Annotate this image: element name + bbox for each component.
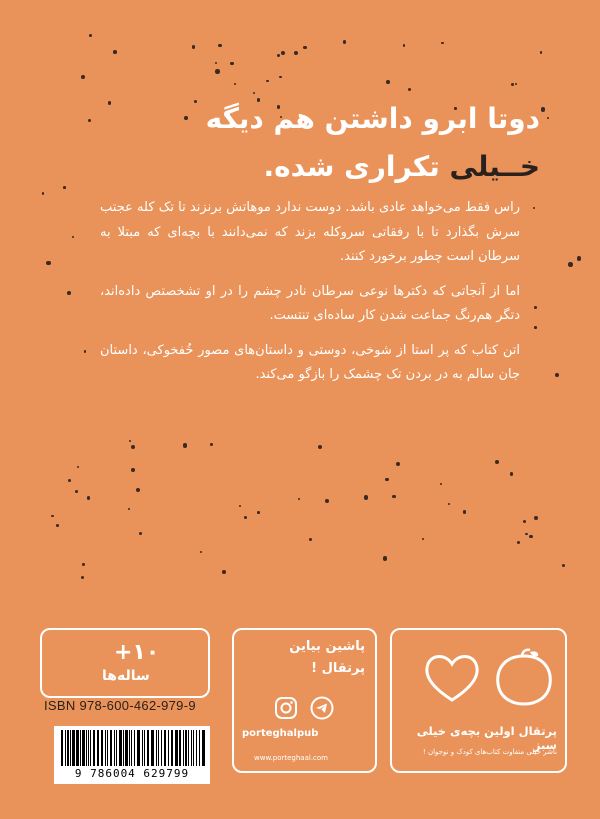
speck	[131, 445, 135, 449]
speck	[529, 535, 532, 538]
porteghaal-logo	[492, 648, 556, 708]
barcode-bar	[142, 730, 143, 766]
speck	[364, 495, 368, 499]
speck	[257, 511, 260, 514]
speck	[534, 326, 537, 329]
headline-line-2	[40, 143, 540, 191]
speck	[183, 443, 187, 447]
barcode-bar	[137, 730, 140, 766]
barcode-bar	[101, 730, 103, 766]
social-title	[289, 636, 365, 680]
barcode-bar	[188, 730, 189, 766]
barcode-bar	[147, 730, 149, 766]
speck	[234, 83, 236, 85]
speck	[56, 524, 59, 527]
headline	[40, 95, 540, 191]
speck	[547, 117, 549, 119]
speck	[383, 556, 387, 560]
speck	[230, 62, 234, 66]
speck	[215, 62, 217, 64]
speck	[325, 499, 329, 503]
speck	[517, 541, 520, 544]
brand-slogan: پرتقال اولین بچه‌ی خیلی سبز	[416, 724, 557, 752]
speck	[385, 478, 389, 482]
instagram-icon[interactable]	[274, 696, 298, 720]
speck	[77, 466, 79, 468]
speck	[525, 533, 527, 535]
barcode-bar	[158, 730, 159, 766]
speck	[568, 262, 572, 266]
barcode-bar	[129, 730, 130, 766]
barcode-bar	[144, 730, 145, 766]
speck	[84, 350, 86, 352]
speck	[42, 192, 45, 195]
barcode-bar	[80, 730, 81, 766]
speck	[51, 515, 53, 517]
speck	[298, 498, 300, 500]
speck	[396, 462, 400, 466]
speck	[129, 440, 131, 442]
speck	[392, 495, 395, 498]
barcode-bar	[199, 730, 200, 766]
isbn: ISBN 978-600-462-979-9	[44, 698, 196, 713]
speck	[210, 443, 213, 446]
barcode-bar	[116, 730, 117, 766]
speck	[215, 69, 219, 73]
speck	[495, 460, 499, 464]
barcode-bar	[151, 730, 154, 766]
speck	[136, 488, 140, 492]
speck	[577, 256, 581, 260]
speck	[540, 51, 542, 53]
speck	[562, 564, 565, 567]
speck	[541, 107, 545, 111]
speck	[244, 516, 247, 519]
speck	[343, 40, 346, 43]
barcode-number: 9 786004 629799	[74, 767, 190, 780]
barcode-bar	[183, 730, 184, 766]
barcode-bar	[161, 730, 162, 766]
barcode-bar	[191, 730, 192, 766]
barcode-bar	[72, 730, 75, 766]
barcode-bar	[175, 730, 178, 766]
barcode-bar	[76, 730, 79, 766]
speck	[281, 51, 285, 55]
barcode-bar	[119, 730, 122, 766]
speck	[46, 261, 50, 265]
speck	[511, 83, 514, 86]
age-box	[40, 628, 210, 698]
speck	[89, 34, 92, 37]
speck	[139, 532, 142, 535]
speck	[555, 373, 559, 377]
blurb-paragraph-3: اتن کتاب که پر استا از شوخی، دوستی و داستان‌های مصور خُفخوکی، داستان جان سالم به در بردن تک چشمک را بازگو می‌کند.	[100, 342, 520, 382]
speck	[277, 54, 280, 57]
barcode-bar	[131, 730, 132, 766]
barcode-bars	[59, 730, 205, 770]
social-box	[232, 628, 377, 773]
speck	[81, 576, 84, 579]
speck	[294, 51, 298, 55]
speck	[523, 520, 526, 523]
speck	[253, 92, 256, 95]
speck	[303, 46, 306, 49]
social-title-line-2: پرتقال !	[311, 661, 365, 676]
speck	[113, 50, 117, 54]
speck	[533, 207, 535, 209]
speck	[318, 445, 322, 449]
blurb-paragraph-1: راس فقط می‌خواهد عادی باشد. دوست ندارد موهاتش برنزند تا تک کله عجتب سرش بگذارد تا با رفقاتی سروکله بزند که نمی‌دانند با بچه‌ای که مبتلا به سرطان است چطور برخورد کنند.	[100, 200, 520, 264]
speck	[218, 44, 221, 47]
bottom-info	[40, 628, 567, 798]
headline-line-1: دوتا ابرو داشتن هم دیگه	[205, 102, 540, 135]
speck	[68, 479, 71, 482]
speck	[422, 538, 424, 540]
speck	[128, 508, 130, 510]
barcode-bar	[88, 730, 89, 766]
speck	[222, 570, 226, 574]
age-number: +۱۰	[114, 640, 160, 665]
headline-highlight: خــیلی	[449, 150, 540, 183]
barcode-bar	[196, 730, 197, 766]
social-title-line-1: پاشین بیاین	[289, 639, 365, 654]
website-link[interactable]: www.porteghaal.com	[254, 754, 328, 762]
speck	[81, 75, 85, 79]
kheili-sabz-logo	[420, 646, 484, 706]
barcode-bar	[156, 730, 157, 766]
barcode-bar	[105, 730, 106, 766]
barcode-bar	[93, 730, 95, 766]
barcode-bar	[168, 730, 169, 766]
social-handle[interactable]: porteghalpub	[242, 728, 319, 739]
telegram-icon[interactable]	[310, 696, 334, 720]
speck	[82, 563, 85, 566]
speck	[266, 80, 268, 82]
barcode-bar	[67, 730, 69, 766]
speck	[131, 468, 135, 472]
barcode-bar	[123, 730, 124, 766]
speck	[515, 83, 517, 85]
speck	[200, 551, 203, 554]
speck	[440, 483, 443, 486]
speck	[403, 44, 406, 47]
age-label: ساله‌ها	[102, 668, 150, 684]
speck	[72, 236, 74, 238]
barcode-bar	[107, 730, 108, 766]
speck	[534, 306, 537, 309]
speck	[239, 505, 241, 507]
barcode-bar	[65, 730, 66, 766]
speck	[408, 88, 411, 91]
barcode-bar	[86, 730, 87, 766]
speck	[441, 42, 444, 45]
barcode-bar	[185, 730, 187, 766]
speck	[510, 472, 514, 476]
speck	[192, 45, 196, 49]
barcode-bar	[134, 730, 135, 766]
barcode-bar	[171, 730, 173, 766]
barcode-bar	[202, 730, 205, 766]
barcode-bar	[82, 730, 85, 766]
barcode-bar	[61, 730, 63, 766]
speck	[463, 510, 467, 514]
speck	[386, 80, 390, 84]
barcode-bar	[114, 730, 115, 766]
barcode-bar	[70, 730, 71, 766]
speck	[75, 490, 78, 493]
speck	[87, 496, 91, 500]
blurb	[100, 196, 520, 398]
barcode-bar	[110, 730, 112, 766]
brand-subtitle: ناشر خیلی متفاوت کتاب‌های کودک و نوجوان !	[422, 748, 557, 756]
speck	[534, 516, 538, 520]
blurb-paragraph-2: اما از آنجاتی که دکترها نوعی سرطان نادر چشم را در او تشخصتص داده‌اند، دتگر هم‌رنگ جماعت شدن کار ساده‌ای تنتست.	[100, 283, 520, 323]
speck	[279, 76, 282, 79]
speck	[309, 538, 312, 541]
barcode-bar	[164, 730, 166, 766]
brand-box	[390, 628, 567, 773]
barcode-bar	[179, 730, 181, 766]
barcode-bar	[193, 730, 194, 766]
barcode-bar	[125, 730, 128, 766]
barcode-bar	[90, 730, 91, 766]
headline-rest: تکراری شده.	[263, 150, 450, 183]
speck	[448, 503, 450, 505]
barcode-bar	[97, 730, 99, 766]
barcode	[54, 726, 210, 784]
speck	[67, 291, 71, 295]
